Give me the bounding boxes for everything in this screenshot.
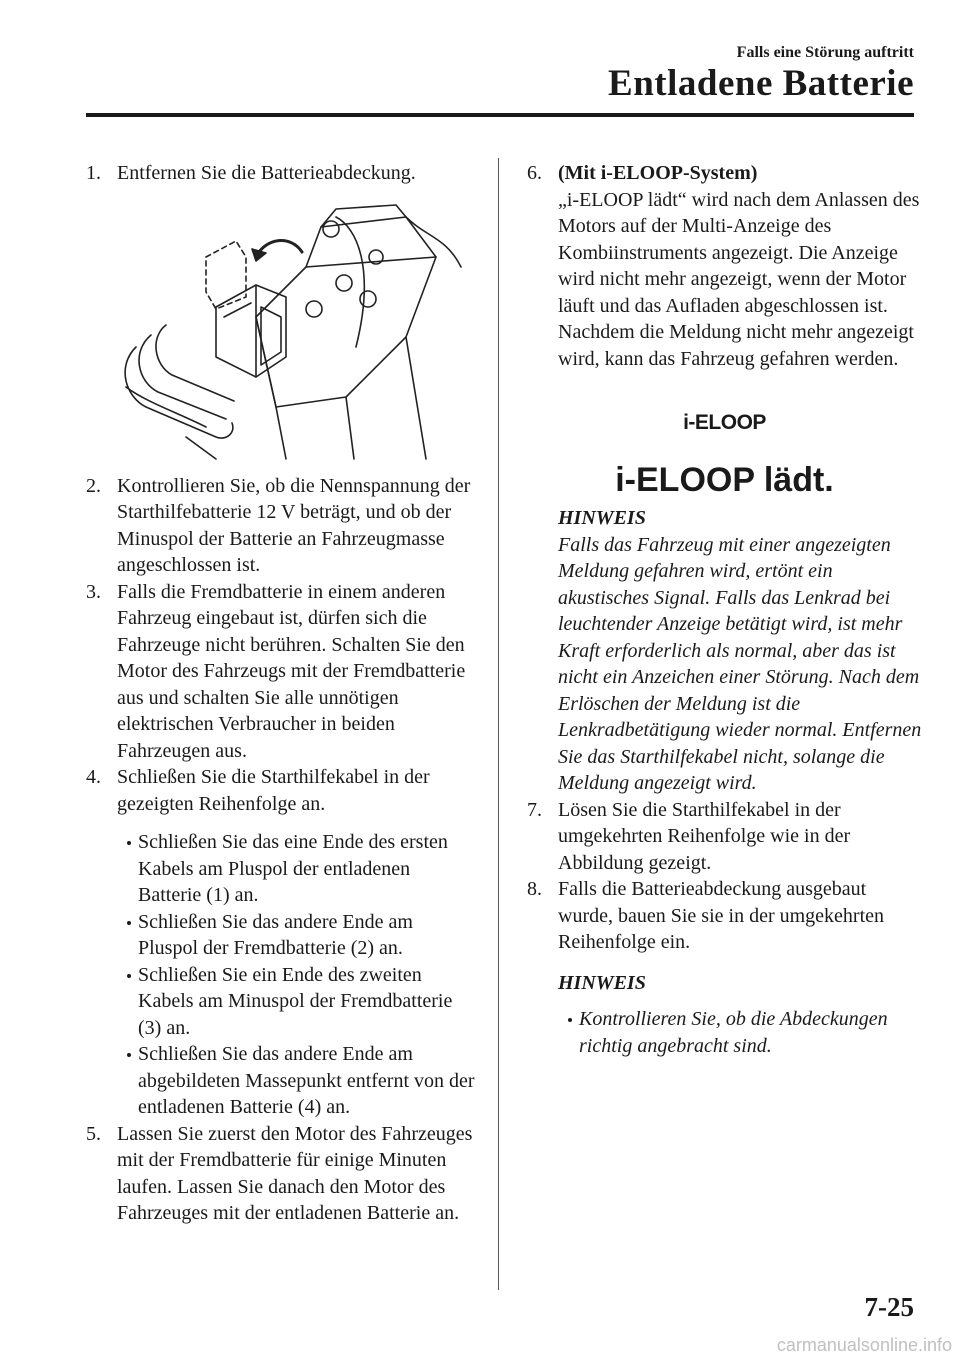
header-section-title: Falls eine Störung auftritt bbox=[736, 44, 914, 61]
step-number: 6. bbox=[527, 162, 542, 184]
step-7 bbox=[527, 797, 922, 877]
i-eloop-message: i-ELOOP lädt. bbox=[615, 460, 834, 499]
bullet-icon bbox=[127, 921, 131, 925]
step-number: 3. bbox=[86, 580, 101, 603]
step-8 bbox=[527, 876, 922, 956]
bullet-icon bbox=[127, 1053, 131, 1057]
list-item: Schließen Sie das andere Ende am Pluspol der Fremdbatterie (2) an. bbox=[117, 909, 476, 962]
note-title: HINWEIS bbox=[558, 971, 646, 994]
step-number: 7. bbox=[527, 798, 542, 821]
note-title: HINWEIS bbox=[558, 507, 646, 529]
i-eloop-display bbox=[527, 410, 922, 499]
step-6 bbox=[527, 160, 922, 372]
step-text: Schließen Sie die Starthilfekabel in der gezeigten Reihenfolge an. bbox=[117, 766, 430, 815]
step-text: Falls die Batterieabdeckung ausgebaut wurde, bauen Sie sie in der umgekehrten Reihenfolge ein. bbox=[558, 878, 885, 953]
list-item: Schließen Sie das andere Ende am abgebildeten Massepunkt entfernt von der entladenen Batterie (4) an. bbox=[117, 1041, 476, 1121]
step-3 bbox=[86, 579, 476, 765]
step-number: 8. bbox=[527, 878, 542, 900]
step-number: 4. bbox=[86, 766, 101, 788]
note-2 bbox=[527, 970, 922, 1060]
battery-cover-illustration bbox=[106, 197, 476, 467]
list-item: Schließen Sie das eine Ende des ersten Kabels am Pluspol der entladenen Batterie (1) an. bbox=[117, 829, 476, 909]
bullet-icon bbox=[127, 841, 131, 845]
page-number: 7-25 bbox=[864, 1292, 914, 1322]
step-4 bbox=[86, 764, 476, 817]
step-number: 2. bbox=[86, 474, 101, 497]
step-5 bbox=[86, 1121, 476, 1227]
list-item: Schließen Sie ein Ende des zweiten Kabels am Minuspol der Fremdbatterie (3) an. bbox=[117, 962, 476, 1042]
bullet-icon bbox=[568, 1018, 572, 1022]
step-text: Kontrollieren Sie, ob die Nennspannung der Starthilfebatterie 12 V beträgt, und ob der Minuspol der Batterie an Fahrzeugmasse angeschlossen ist. bbox=[117, 474, 471, 576]
right-column bbox=[527, 160, 922, 1059]
watermark: carmanualsonline.info bbox=[776, 1335, 952, 1355]
step-text: „i-ELOOP lädt“ wird nach dem Anlassen des Motors auf der Multi-Anzeige des Kombiinstruments angezeigt. Die Anzeige wird nicht mehr angezeigt, wenn der Motor läuft und das Aufladen abgeschlossen ist. Nachdem die Meldung nicht mehr angezeigt wird, kann das Fahrzeug gefahren werden. bbox=[558, 188, 920, 370]
step-2 bbox=[86, 473, 476, 579]
step-text: Lassen Sie zuerst den Motor des Fahrzeuges mit der Fremdbatterie für einige Minuten laufen. Lassen Sie danach den Motor des Fahrzeuges mit der entladenen Batterie an. bbox=[117, 1122, 473, 1224]
i-eloop-logo: i-ELOOP bbox=[683, 411, 766, 434]
step-number: 5. bbox=[86, 1122, 101, 1145]
left-column bbox=[86, 160, 476, 1227]
header-rule bbox=[86, 113, 914, 117]
step-4-bullets bbox=[86, 829, 476, 1121]
step-text: Lösen Sie die Starthilfekabel in der umgekehrten Reihenfolge wie in der Abbildung gezeigt. bbox=[558, 798, 851, 874]
step-heading: (Mit i-ELOOP-System) bbox=[558, 162, 758, 184]
step-number: 1. bbox=[86, 162, 101, 184]
page-title: Entladene Batterie bbox=[608, 63, 914, 104]
step-1 bbox=[86, 160, 476, 187]
bullet-icon bbox=[127, 974, 131, 978]
column-divider bbox=[498, 158, 499, 1290]
step-text: Entfernen Sie die Batterieabdeckung. bbox=[117, 162, 416, 184]
list-item: Kontrollieren Sie, ob die Abdeckungen richtig angebracht sind. bbox=[558, 1006, 922, 1059]
step-text: Falls die Fremdbatterie in einem anderen Fahrzeug eingebaut ist, dürfen sich die Fahrzeuge nicht berühren. Schalten Sie den Motor des Fahrzeugs mit der Fremdbatterie aus und schalten Sie alle unnötigen elektrischen Verbraucher in beiden Fahrzeugen aus. bbox=[117, 580, 466, 762]
note-text: Falls das Fahrzeug mit einer angezeigten Meldung gefahren wird, ertönt ein akustisches Signal. Falls das Lenkrad bei leuchtender Anzeige betätigt wird, ist mehr Kraft erforderlich als normal, aber das ist nicht ein Anzeichen einer Störung. Nach dem Erlöschen der Meldung ist die Lenkradbetätigung wieder normal. Entfernen Sie das Starthilfekabel nicht, solange die Meldung angezeigt wird. bbox=[558, 533, 922, 794]
note-1 bbox=[527, 505, 922, 797]
